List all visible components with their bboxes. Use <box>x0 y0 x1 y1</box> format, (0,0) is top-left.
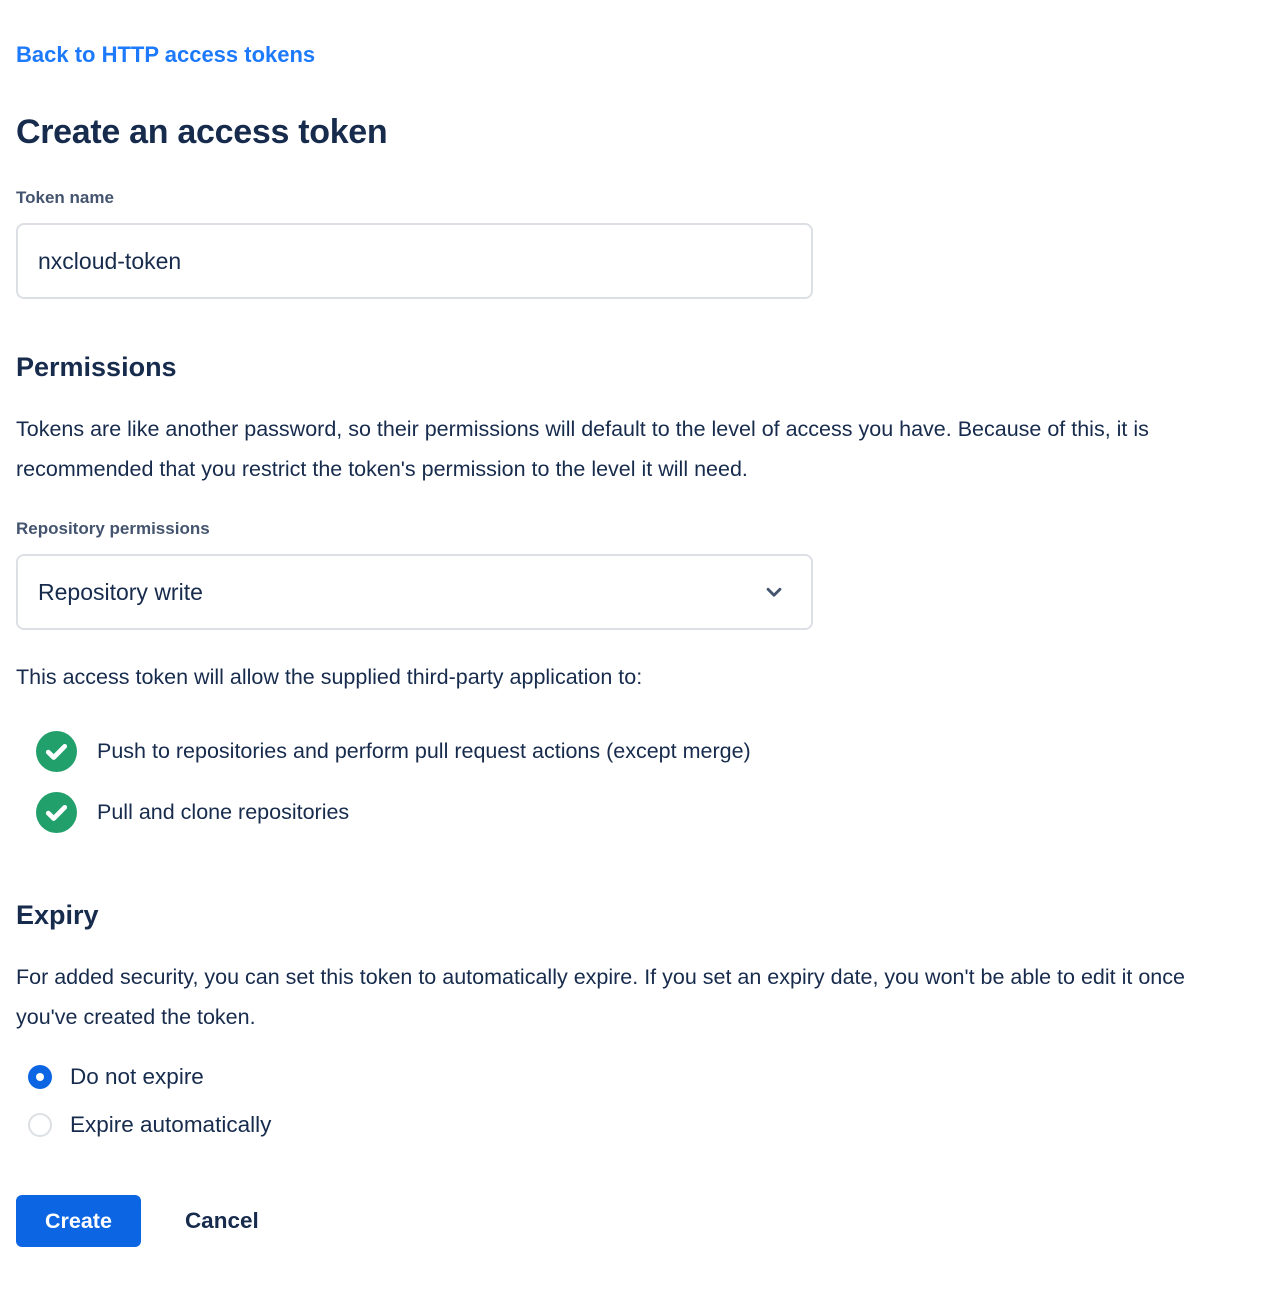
radio-do-not-expire[interactable] <box>16 1053 1216 1101</box>
check-circle-icon <box>36 731 77 772</box>
repository-permissions-select[interactable] <box>16 554 813 630</box>
capability-label: Push to repositories and perform pull request actions (except merge) <box>97 739 751 763</box>
page-title: Create an access token <box>16 113 388 151</box>
token-name-input[interactable] <box>16 223 813 299</box>
repository-permissions-selected-value: Repository write <box>38 578 203 605</box>
token-name-label: Token name <box>16 188 114 207</box>
chevron-down-icon <box>761 579 787 605</box>
check-circle-icon <box>36 792 77 833</box>
capability-list <box>16 721 1216 843</box>
capability-label: Pull and clone repositories <box>97 800 350 824</box>
radio-unselected-icon[interactable] <box>28 1113 52 1137</box>
form-actions <box>16 1195 1216 1247</box>
radio-do-not-expire-label: Do not expire <box>70 1064 204 1089</box>
radio-selected-icon[interactable] <box>28 1065 52 1089</box>
expiry-heading: Expiry <box>16 900 99 930</box>
permissions-heading: Permissions <box>16 352 177 382</box>
expiry-radio-group <box>16 1053 1216 1149</box>
back-to-http-access-tokens-link[interactable]: Back to HTTP access tokens <box>16 42 316 67</box>
cancel-button[interactable]: Cancel <box>184 1208 259 1233</box>
radio-expire-automatically-label: Expire automatically <box>70 1112 272 1137</box>
create-button[interactable]: Create <box>16 1195 141 1247</box>
permissions-description: Tokens are like another password, so their permissions will default to the level of access you have. Because of this, it is recommended that you restrict the token's permission to the level it will need. <box>16 417 1149 481</box>
repository-permissions-label: Repository permissions <box>16 519 210 538</box>
capability-item <box>16 782 1216 843</box>
radio-expire-automatically[interactable] <box>16 1101 1216 1149</box>
token-allow-intro: This access token will allow the supplied third-party application to: <box>16 665 643 689</box>
expiry-description: For added security, you can set this token to automatically expire. If you set an expiry date, you won't be able to edit it once you've created the token. <box>16 965 1185 1029</box>
capability-item <box>16 721 1216 782</box>
